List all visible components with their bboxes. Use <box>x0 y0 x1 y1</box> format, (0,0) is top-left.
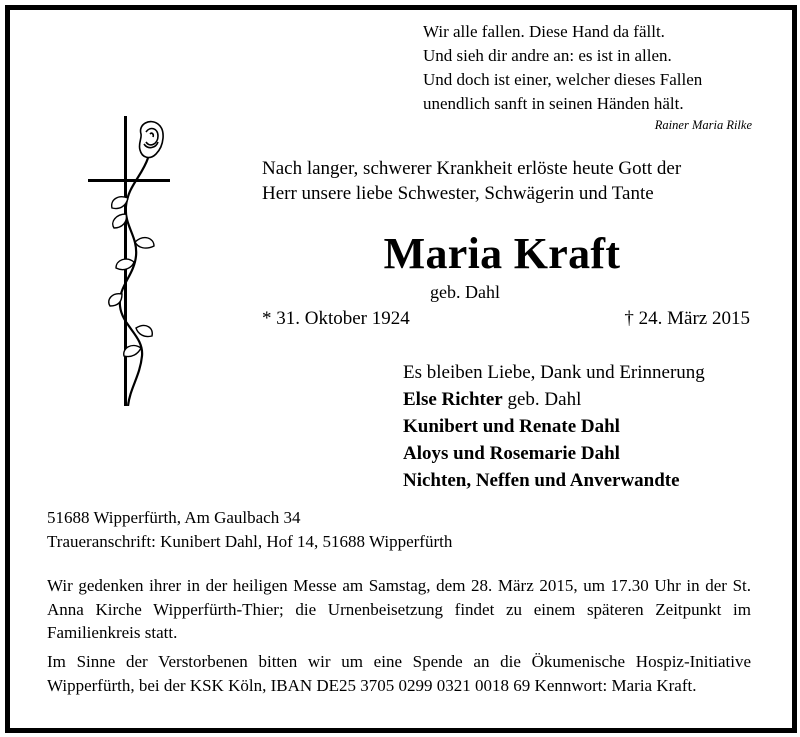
deceased-name: Maria Kraft <box>383 229 621 278</box>
donation-notice: Im Sinne der Verstorbenen bitten wir um eine Spende an die Ökumenische Hospiz-Initiative Wipperfürth, bei der KSK Köln, IBAN DE25 3705 0299 0321 0018 69 Kennwort: Maria Kraft. <box>47 652 751 695</box>
mourner-name: Kunibert und Renate Dahl <box>403 416 620 437</box>
poem-line: unendlich sanft in seinen Händen hält. <box>423 94 684 113</box>
mourner-name: Nichten, Neffen und Anverwandte <box>403 470 680 491</box>
mourner-name: Else Richter <box>403 389 503 410</box>
mourner-line <box>403 440 705 467</box>
mass-notice: Wir gedenken ihrer in der heiligen Messe am Samstag, dem 28. März 2015, um 17.30 Uhr in der St. Anna Kirche Wipperfürth-Thier; die Urnenbeisetzung findet zu einem späteren Zeitpunkt im Familienkreis statt. <box>47 576 751 642</box>
cross-with-rose-icon <box>86 116 176 406</box>
mourner-line <box>403 386 705 413</box>
poem-line: Und doch ist einer, welcher dieses Fallen <box>423 70 703 89</box>
mourner-line <box>403 467 705 494</box>
intro-line: Herr unsere liebe Schwester, Schwägerin und Tante <box>262 183 654 204</box>
mourner-name: Aloys und Rosemarie Dahl <box>403 443 620 464</box>
poem-author: Rainer Maria Rilke <box>654 118 752 132</box>
mourner-line <box>403 413 705 440</box>
birth-date: * 31. Oktober 1924 <box>262 308 410 329</box>
address-block <box>47 506 452 554</box>
condolence-address: Traueranschrift: Kunibert Dahl, Hof 14, 51688 Wipperfürth <box>47 532 453 551</box>
mourners-list <box>403 359 705 494</box>
maiden-name: geb. Dahl <box>430 282 500 302</box>
intro-line: Nach langer, schwerer Krankheit erlöste heute Gott der <box>262 158 682 179</box>
home-address: 51688 Wipperfürth, Am Gaulbach 34 <box>47 508 301 527</box>
poem-line: Und sieh dir andre an: es ist in allen. <box>423 46 672 65</box>
intro-text <box>262 156 681 206</box>
poem-line: Wir alle fallen. Diese Hand da fällt. <box>423 22 665 41</box>
death-date: † 24. März 2015 <box>624 308 750 329</box>
mourner-suffix: geb. Dahl <box>502 389 582 410</box>
mourners-heading: Es bleiben Liebe, Dank und Erinnerung <box>403 362 705 383</box>
rilke-poem <box>423 20 702 116</box>
